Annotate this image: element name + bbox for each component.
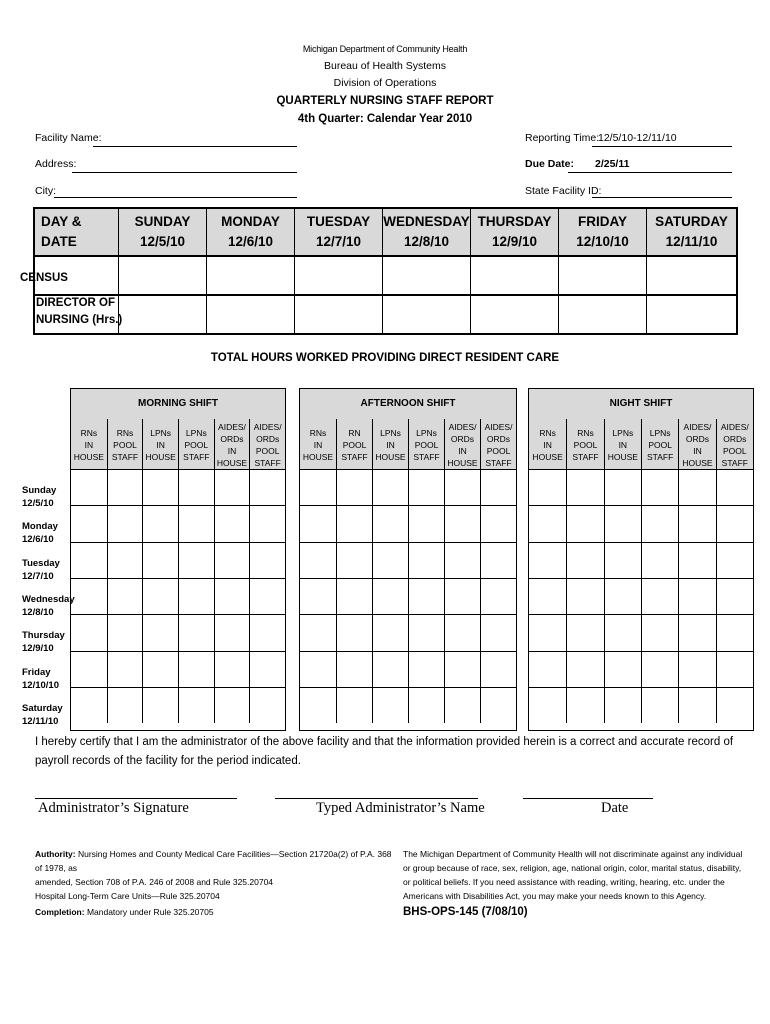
column-header-line: HOUSE bbox=[682, 458, 713, 468]
morning-shift-header: MORNING SHIFT bbox=[71, 389, 285, 420]
column-header-line: HOUSE bbox=[375, 452, 406, 462]
shift-row-label bbox=[22, 629, 65, 655]
typed-name-label: Typed Administrator’s Name bbox=[316, 800, 485, 816]
column-header-line: IN bbox=[618, 440, 628, 450]
shift-row-label-line: 12/10/10 bbox=[22, 679, 59, 691]
column-header-line: POOL bbox=[648, 440, 672, 450]
shift-row-label-line: 12/7/10 bbox=[22, 570, 54, 582]
shift-row-label bbox=[22, 593, 75, 619]
authority-line-1: Nursing Homes and County Medical Care Facilities—Section 21720a(2) of P.A. 368 of 1978, as bbox=[35, 849, 392, 873]
authority-line-3: Hospital Long-Term Care Units—Rule 325.20704 bbox=[35, 891, 220, 901]
shift-row-label-line: Sunday bbox=[22, 485, 57, 496]
night-column-header bbox=[641, 419, 678, 469]
division-name: Division of Operations bbox=[333, 77, 437, 89]
grid-column-line bbox=[178, 469, 179, 723]
grid-row-line bbox=[529, 687, 753, 688]
nondiscrimination-line: The Michigan Department of Community Health will not discriminate against any individual bbox=[403, 849, 743, 859]
morning-column-header bbox=[214, 419, 250, 469]
col-divider bbox=[206, 255, 207, 333]
date-label: Date bbox=[601, 800, 629, 816]
column-header-line: AIDES/ bbox=[448, 422, 477, 432]
reporting-time-line bbox=[592, 146, 732, 147]
reporting-time-value[interactable]: 12/5/10-12/11/10 bbox=[598, 132, 677, 144]
column-header-line: AIDES/ bbox=[484, 422, 513, 432]
admin-signature-label: Administrator’s Signature bbox=[38, 800, 189, 816]
col-divider bbox=[558, 255, 559, 333]
grid-column-line bbox=[716, 469, 717, 723]
completion-block bbox=[35, 905, 214, 919]
address-label: Address: bbox=[35, 158, 77, 170]
column-header-line: AIDES/ bbox=[683, 422, 712, 432]
column-header-line: RNs bbox=[577, 428, 594, 438]
column-header-line: STAFF bbox=[647, 452, 674, 462]
grid-row-line bbox=[300, 614, 516, 615]
column-header-line: IN bbox=[543, 440, 552, 450]
grid-row-line bbox=[300, 651, 516, 652]
column-header-line: RNs bbox=[116, 428, 134, 438]
column-header-line: RNs bbox=[309, 428, 327, 438]
morning-column-header bbox=[71, 419, 107, 469]
day-header-wednesday: WEDNESDAY 12/8/10 bbox=[382, 209, 470, 255]
morning-column-header bbox=[178, 419, 214, 469]
form-id: BHS-OPS-145 (7/08/10) bbox=[403, 906, 528, 918]
morning-column-header bbox=[107, 419, 143, 469]
column-header-line: IN bbox=[386, 440, 395, 450]
grid-column-line bbox=[641, 469, 642, 723]
completion-label: Completion: bbox=[35, 907, 85, 917]
afternoon-column-headers bbox=[300, 419, 516, 470]
column-header-line: POOL bbox=[414, 440, 439, 450]
due-date-value[interactable]: 2/25/11 bbox=[595, 158, 630, 170]
column-header-line: ORDs bbox=[450, 434, 475, 444]
afternoon-column-header bbox=[408, 419, 444, 469]
shift-row-label-line: Tuesday bbox=[22, 557, 60, 569]
column-header-line: STAFF bbox=[254, 458, 281, 468]
afternoon-column-header bbox=[336, 419, 372, 469]
col-divider bbox=[470, 255, 471, 333]
column-header-line: RNs bbox=[80, 428, 98, 438]
shift-row-label-line: 12/5/10 bbox=[22, 498, 54, 509]
grid-column-line bbox=[336, 469, 337, 723]
authority-line-2: amended, Section 708 of P.A. 246 of 2008 and Rule 325.20704 bbox=[35, 877, 274, 887]
shift-row-label bbox=[22, 702, 63, 728]
nondiscrimination-line: or political beliefs. If you need assistance with reading, writing, hearing, etc. under the bbox=[403, 877, 725, 887]
census-row-divider bbox=[35, 294, 736, 296]
authority-block bbox=[35, 847, 400, 903]
state-facility-id-field[interactable] bbox=[592, 197, 732, 198]
column-header-line: IN bbox=[313, 440, 323, 450]
column-header-line: STAFF bbox=[572, 452, 599, 462]
grid-column-line bbox=[142, 469, 143, 723]
column-header-line: ORDs bbox=[256, 434, 280, 444]
report-title: QUARTERLY NURSING STAFF REPORT bbox=[276, 95, 494, 107]
grid-row-line bbox=[529, 651, 753, 652]
column-header-line: LPNs bbox=[649, 428, 671, 438]
shift-row-label-line: Friday bbox=[22, 666, 51, 678]
grid-row-line bbox=[71, 651, 285, 652]
column-header-line: STAFF bbox=[341, 452, 368, 462]
column-header-line: AIDES/ bbox=[720, 422, 749, 432]
shift-row-label-line: Monday bbox=[22, 521, 58, 533]
column-header-line: POOL bbox=[573, 440, 598, 450]
authority-label: Authority: bbox=[35, 849, 76, 859]
grid-row-line bbox=[71, 687, 285, 688]
grid-row-line bbox=[529, 614, 753, 615]
day-header-thursday: THURSDAY 12/9/10 bbox=[470, 209, 558, 255]
shift-row-label bbox=[22, 520, 58, 546]
column-header-line: AIDES/ bbox=[253, 422, 282, 432]
column-header-line: ORDs bbox=[723, 434, 747, 444]
column-header-line: HOUSE bbox=[607, 452, 638, 462]
column-header-line: POOL bbox=[723, 446, 747, 456]
column-header-line: ORDs bbox=[685, 434, 710, 444]
day-header-friday: FRIDAY 12/10/10 bbox=[558, 209, 646, 255]
column-header-line: STAFF bbox=[413, 452, 440, 462]
column-header-line: STAFF bbox=[183, 452, 210, 462]
grid-column-line bbox=[214, 469, 215, 723]
afternoon-column-header bbox=[300, 419, 336, 469]
grid-row-line bbox=[300, 542, 516, 543]
afternoon-column-header bbox=[444, 419, 480, 469]
column-header-line: HOUSE bbox=[145, 452, 176, 462]
nondiscrimination-line: Americans with Disabilities Act, you may make your needs known to this Agency. bbox=[403, 891, 707, 901]
facility-name-field[interactable] bbox=[93, 146, 297, 147]
day-date-table bbox=[33, 207, 738, 335]
due-date-label: Due Date: bbox=[525, 158, 575, 170]
grid-column-line bbox=[408, 469, 409, 723]
reporting-time-label: Reporting Time: bbox=[525, 132, 600, 144]
column-header-line: HOUSE bbox=[216, 458, 248, 468]
night-shift-table bbox=[528, 388, 754, 731]
column-header-line: IN bbox=[156, 440, 165, 450]
col-divider bbox=[646, 255, 647, 333]
afternoon-column-header bbox=[480, 419, 516, 469]
column-header-line: POOL bbox=[113, 440, 137, 450]
column-header-line: STAFF bbox=[111, 452, 139, 462]
total-hours-title: TOTAL HOURS WORKED PROVIDING DIRECT RESIDENT CARE bbox=[210, 352, 560, 364]
column-header-line: AIDES/ bbox=[218, 422, 246, 432]
column-header-line: RN bbox=[348, 428, 361, 438]
grid-row-line bbox=[300, 687, 516, 688]
grid-column-line bbox=[604, 469, 605, 723]
day-header-saturday: SATURDAY 12/11/10 bbox=[646, 209, 736, 255]
col-divider bbox=[382, 255, 383, 333]
department-name: Michigan Department of Community Health bbox=[302, 44, 468, 54]
column-header-line: POOL bbox=[342, 440, 367, 450]
night-column-header bbox=[529, 419, 566, 469]
shift-row-label-line: 12/8/10 bbox=[22, 606, 54, 618]
shift-row-label bbox=[22, 557, 60, 583]
shift-row-label-line: 12/9/10 bbox=[22, 643, 54, 655]
grid-row-line bbox=[71, 505, 285, 506]
column-header-line: ORDs bbox=[486, 434, 511, 444]
grid-column-line bbox=[444, 469, 445, 723]
nondiscrimination-block bbox=[403, 847, 743, 903]
grid-row-line bbox=[71, 542, 285, 543]
grid-row-line bbox=[71, 578, 285, 579]
column-header-line: HOUSE bbox=[302, 452, 334, 462]
grid-row-line bbox=[300, 505, 516, 506]
morning-column-header bbox=[249, 419, 285, 469]
night-column-header bbox=[716, 419, 753, 469]
due-date-line bbox=[568, 172, 732, 173]
column-header-line: STAFF bbox=[485, 458, 512, 468]
city-field[interactable] bbox=[54, 197, 297, 198]
column-header-line: LPNs bbox=[416, 428, 437, 438]
date-line[interactable] bbox=[523, 798, 653, 799]
report-quarter: 4th Quarter: Calendar Year 2010 bbox=[297, 113, 473, 125]
grid-column-line bbox=[372, 469, 373, 723]
column-header-line: ORDs bbox=[220, 434, 244, 444]
shift-row-label-line: 12/11/10 bbox=[22, 715, 59, 727]
grid-row-line bbox=[300, 578, 516, 579]
director-of-nursing-label: DIRECTOR OF NURSING (Hrs.) bbox=[36, 297, 123, 326]
column-header-line: HOUSE bbox=[447, 458, 478, 468]
facility-name-label: Facility Name: bbox=[35, 132, 102, 144]
day-date-header-row bbox=[35, 209, 736, 257]
grid-column-line bbox=[249, 469, 250, 723]
nondiscrimination-line: or group because of race, sex, religion, age, national origin, color, marital status, disability, bbox=[403, 863, 742, 873]
night-column-headers bbox=[529, 419, 753, 470]
shift-row-label-line: Saturday bbox=[22, 702, 63, 714]
city-label: City: bbox=[35, 185, 56, 197]
column-header-line: HOUSE bbox=[532, 452, 563, 462]
morning-column-header bbox=[142, 419, 178, 469]
column-header-line: LPNs bbox=[380, 428, 401, 438]
grid-column-line bbox=[480, 469, 481, 723]
column-header-line: IN bbox=[458, 446, 467, 456]
shift-row-label bbox=[22, 666, 59, 692]
column-header-line: LPNs bbox=[150, 428, 172, 438]
shift-row-label-line: Thursday bbox=[22, 630, 65, 642]
completion-text: Mandatory under Rule 325.20705 bbox=[84, 907, 214, 917]
col-divider bbox=[294, 255, 295, 333]
grid-column-line bbox=[566, 469, 567, 723]
grid-row-line bbox=[529, 578, 753, 579]
grid-row-line bbox=[71, 614, 285, 615]
day-header-monday: MONDAY 12/6/10 bbox=[206, 209, 294, 255]
column-header-line: POOL bbox=[486, 446, 511, 456]
morning-shift-table bbox=[70, 388, 286, 731]
typed-name-line[interactable] bbox=[275, 798, 478, 799]
grid-column-line bbox=[678, 469, 679, 723]
grid-column-line bbox=[107, 469, 108, 723]
column-header-line: RNs bbox=[539, 428, 556, 438]
grid-row-line bbox=[529, 542, 753, 543]
bureau-name: Bureau of Health Systems bbox=[324, 60, 446, 72]
day-date-header: DAY & DATE bbox=[41, 214, 82, 249]
column-header-line: POOL bbox=[255, 446, 280, 456]
night-shift-header: NIGHT SHIFT bbox=[529, 389, 753, 420]
night-column-header bbox=[566, 419, 603, 469]
night-column-header bbox=[678, 419, 715, 469]
shift-row-label-line: 12/6/10 bbox=[22, 534, 54, 546]
census-label: CENSUS bbox=[20, 272, 68, 284]
night-column-header bbox=[604, 419, 641, 469]
column-header-line: HOUSE bbox=[73, 452, 104, 462]
afternoon-shift-header: AFTERNOON SHIFT bbox=[300, 389, 516, 420]
day-header-tuesday: TUESDAY 12/7/10 bbox=[294, 209, 382, 255]
day-header-sunday: SUNDAY 12/5/10 bbox=[118, 209, 206, 255]
morning-column-headers bbox=[71, 419, 285, 470]
address-field[interactable] bbox=[72, 172, 297, 173]
shift-row-label-line: Wednesday bbox=[22, 593, 75, 605]
certification-text: I hereby certify that I am the administrator of the above facility and that the information provided herein is a correct and accurate record of payroll records of the facility for the period indicated. bbox=[35, 736, 734, 767]
afternoon-column-header bbox=[372, 419, 408, 469]
column-header-line: POOL bbox=[184, 440, 209, 450]
afternoon-shift-table bbox=[299, 388, 517, 731]
grid-row-line bbox=[529, 505, 753, 506]
state-facility-id-label: State Facility ID: bbox=[525, 185, 602, 197]
column-header-line: LPNs bbox=[185, 428, 207, 438]
column-header-line: LPNs bbox=[612, 428, 634, 438]
admin-signature-line[interactable] bbox=[35, 798, 237, 799]
column-header-line: IN bbox=[227, 446, 237, 456]
column-header-line: IN bbox=[84, 440, 94, 450]
column-header-line: IN bbox=[693, 446, 702, 456]
column-header-line: STAFF bbox=[721, 458, 748, 468]
shift-row-label bbox=[22, 484, 56, 510]
